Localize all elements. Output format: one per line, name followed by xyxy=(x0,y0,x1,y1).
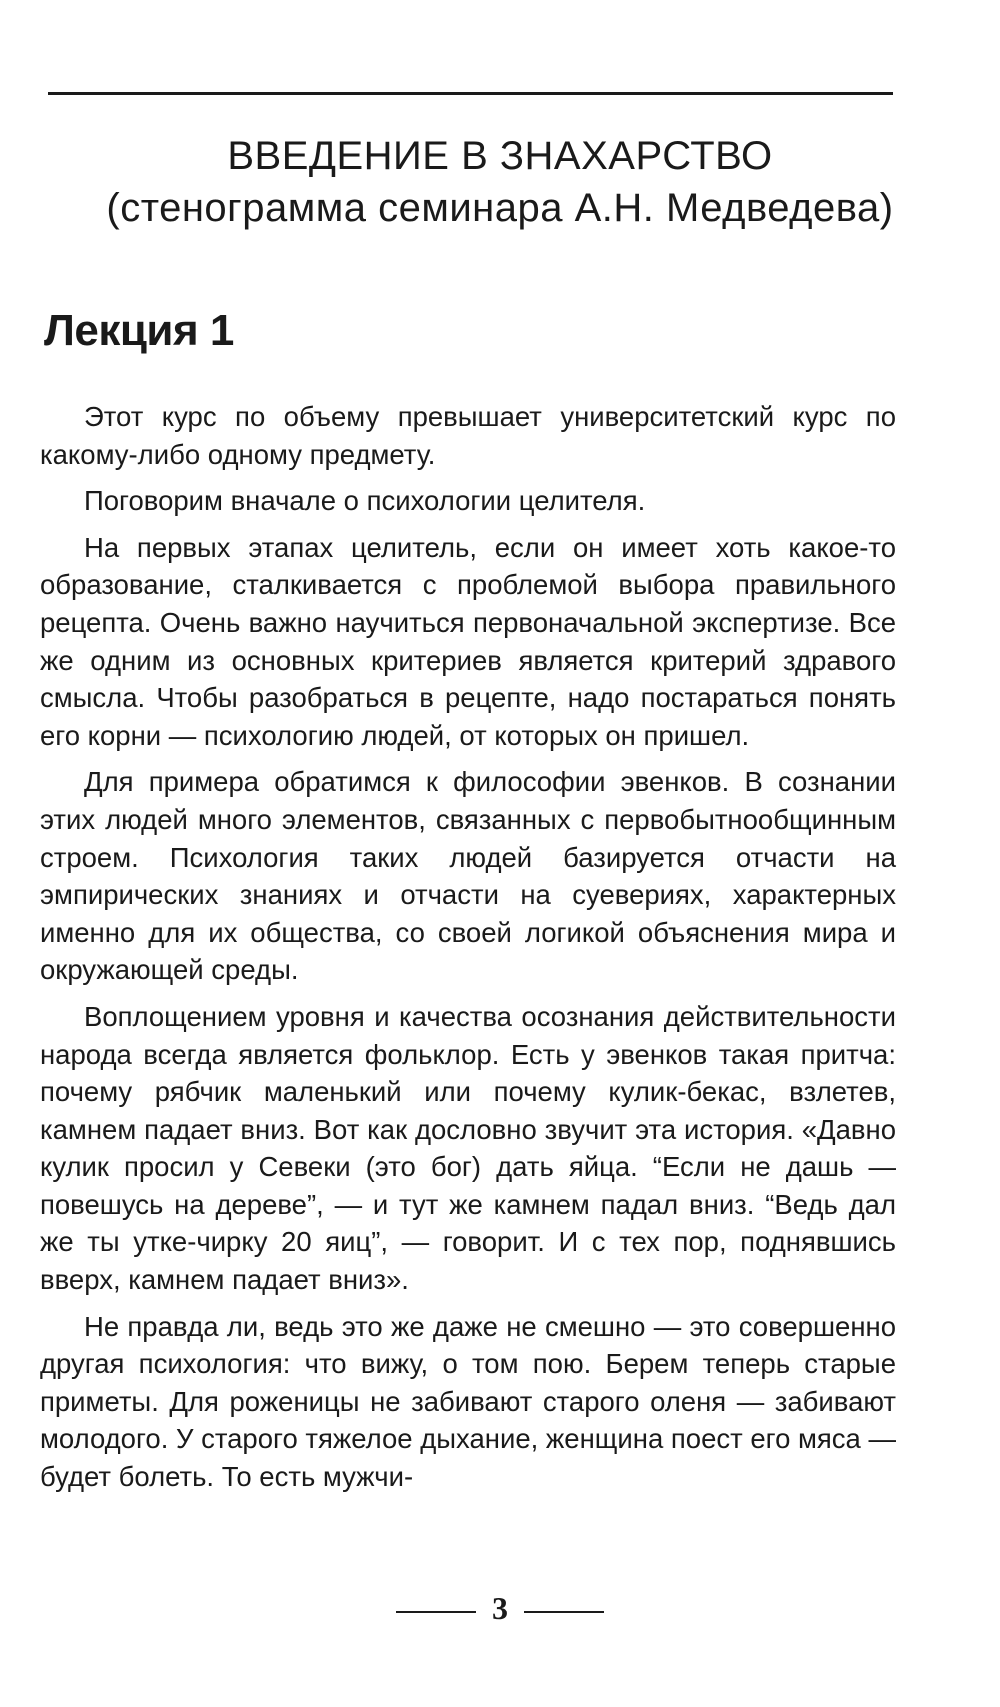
top-divider xyxy=(48,92,893,95)
page-number: 3 xyxy=(492,1590,508,1626)
paragraph: Поговорим вначале о психологии целителя. xyxy=(84,485,646,517)
footer-dash-right xyxy=(524,1611,604,1613)
paragraph: Воплощением уровня и качества осознания действительности народа всегда является фольклор. Есть у эвенков такая притча: почему рябчик маленький или почему кулик-бекас, взлетев, камнем падает вниз. Вот как дословно звучит эта история. «Давно кулик просил у Севеки (это бог) дать яйца. “Если не дашь — повешусь на дереве”, — и тут же камнем падал вниз. “Ведь дал же ты утке-чирку 20 яиц”, — говорит. И с тех пор, поднявшись вверх, камнем падает вниз». xyxy=(40,1000,896,1296)
body-text xyxy=(40,398,896,1505)
paragraph: Для примера обратимся к философии эвенков. В сознании этих людей много элементов, связанных с первобытнообщинным строем. Психология таких людей базируется отчасти на эмпирических знаниях и отчасти на суевериях, характерных именно для их общества, со своей логикой объяснения мира и окружающей среды. xyxy=(40,766,896,986)
paragraph: Этот курс по объему превышает университетский курс по какому-либо одному предмету. xyxy=(40,401,896,470)
title-block xyxy=(0,130,1000,234)
paragraph: Не правда ли, ведь это же даже не смешно — это совершенно другая психология: что вижу, о том пою. Берем теперь старые приметы. Для роженицы не забивают старого оленя — забивают молодого. У старого тяжелое дыхание, женщина поест его мяса — будет болеть. То есть мужчи- xyxy=(40,1310,896,1493)
page-footer xyxy=(0,1590,1000,1627)
page-subtitle: (стенограмма семинара А.Н. Медведева) xyxy=(106,186,894,230)
paragraph: На первых этапах целитель, если он имеет хоть какое-то образование, сталкивается с проблемой выбора правильного рецепта. Очень важно научиться первоначальной экспертизе. Все же одним из основных критериев является критерий здравого смысла. Чтобы разобраться в рецепте, надо постараться понять его корни — психологию людей, от которых он пришел. xyxy=(40,531,896,751)
page-title: ВВЕДЕНИЕ В ЗНАХАРСТВО xyxy=(227,134,773,178)
footer-dash-left xyxy=(396,1611,476,1613)
lecture-heading: Лекция 1 xyxy=(44,306,234,355)
